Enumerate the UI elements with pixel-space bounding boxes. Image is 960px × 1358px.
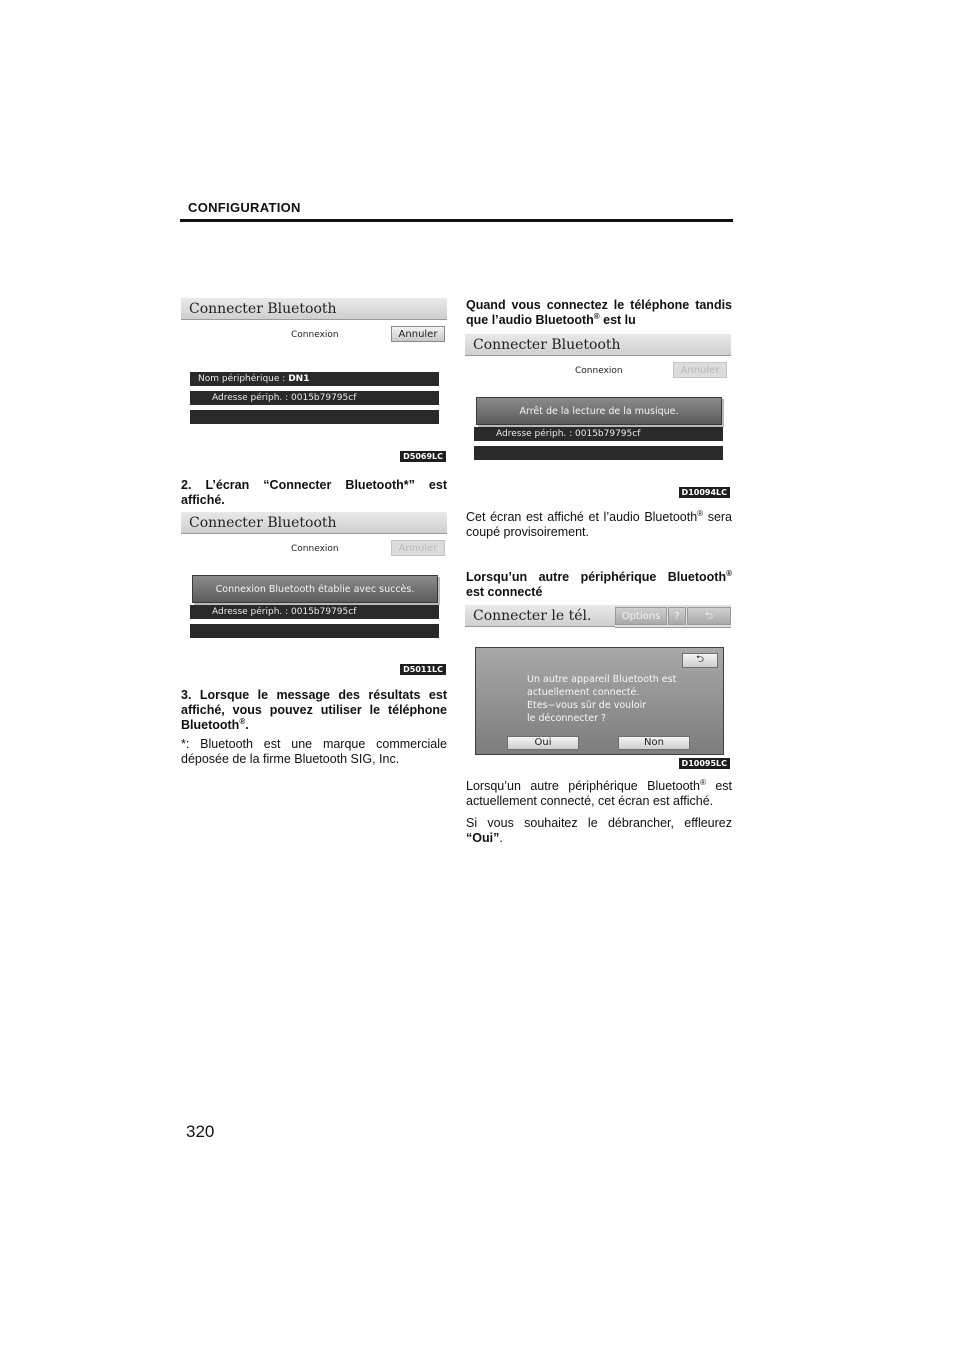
other-device-text-main: Lorsqu’un autre périphérique Bluetooth bbox=[466, 779, 700, 793]
screen-title: Connecter Bluetooth bbox=[181, 512, 447, 534]
device-address-label: Adresse périph. : bbox=[212, 607, 292, 617]
device-address-value: 0015b79795cf bbox=[575, 429, 641, 439]
help-tab[interactable]: ? bbox=[668, 607, 686, 625]
cancel-button[interactable]: Annuler bbox=[391, 540, 445, 556]
dialog-line-1: Un autre appareil Bluetooth est bbox=[527, 674, 677, 685]
empty-row bbox=[190, 410, 439, 424]
other-device-text bbox=[466, 779, 732, 809]
step-3-main: 3. Lorsque le message des résultats est affiché, vous pouvez utiliser le téléphone Bluetooth bbox=[181, 688, 447, 732]
heading-other-device-line1 bbox=[466, 570, 732, 585]
image-code: D10095LC bbox=[679, 758, 730, 769]
disconnect-instruction-end: . bbox=[499, 831, 503, 845]
screen-title: Connecter Bluetooth bbox=[465, 334, 731, 356]
audio-cut-text bbox=[466, 510, 732, 540]
device-address-value: 0015b79795cf bbox=[291, 607, 357, 617]
registered-mark: ® bbox=[697, 508, 704, 518]
heading-other-device-main: Lorsqu’un autre périphérique Bluetooth bbox=[466, 570, 727, 584]
screen-connecter-bluetooth-2 bbox=[181, 512, 447, 676]
page-number: 320 bbox=[186, 1122, 215, 1141]
device-address-row bbox=[474, 427, 723, 441]
heading-audio-playing-main: Quand vous connectez le téléphone tandis que l’audio Bluetooth bbox=[466, 298, 732, 327]
screen-connecter-bluetooth-3 bbox=[465, 334, 731, 500]
device-name-value: DN1 bbox=[288, 374, 310, 384]
device-address-value: 0015b79795cf bbox=[291, 393, 357, 403]
disconnect-instruction-oui: “Oui” bbox=[466, 831, 500, 845]
screen-title: Connecter Bluetooth bbox=[181, 298, 447, 320]
tab-bar bbox=[615, 605, 731, 628]
screen-subtitle: Connexion bbox=[575, 366, 623, 376]
screen-title: Connecter le tél. bbox=[465, 605, 615, 627]
options-tab[interactable]: Options bbox=[615, 607, 667, 625]
section-title: CONFIGURATION bbox=[188, 200, 301, 215]
yes-button[interactable]: Oui bbox=[507, 736, 579, 750]
image-code: D10094LC bbox=[679, 487, 730, 498]
screen-connecter-tel bbox=[465, 605, 731, 769]
registered-mark: ® bbox=[593, 311, 600, 321]
registered-mark: ® bbox=[726, 568, 732, 578]
back-tab-icon[interactable]: ⮌ bbox=[687, 607, 731, 625]
image-code: D5069LC bbox=[400, 451, 446, 462]
heading-other-device-line2: est connecté bbox=[466, 585, 543, 599]
device-address-label: Adresse périph. : bbox=[496, 429, 576, 439]
step-3-text bbox=[181, 688, 447, 733]
registered-mark: ® bbox=[239, 716, 246, 726]
cancel-button[interactable]: Annuler bbox=[673, 362, 727, 378]
empty-row bbox=[190, 624, 439, 638]
other-device-text-end: est actuellement connecté, cet écran est affiché. bbox=[466, 779, 732, 808]
screen-subtitle: Connexion bbox=[291, 330, 339, 340]
audio-cut-text-end: sera coupé provisoirement. bbox=[466, 510, 733, 539]
disconnect-dialog bbox=[475, 647, 724, 755]
audio-cut-text-main: Cet écran est affiché et l’audio Bluetooth bbox=[466, 510, 698, 524]
disconnect-instruction bbox=[466, 816, 732, 846]
image-code: D5011LC bbox=[400, 664, 446, 675]
dialog-line-4: le déconnecter ? bbox=[527, 713, 607, 724]
heading-audio-playing bbox=[466, 298, 732, 328]
dialog-line-2: actuellement connecté. bbox=[527, 687, 640, 698]
disconnect-instruction-main: Si vous souhaitez le débrancher, effleurez bbox=[466, 816, 732, 830]
screen-connecter-bluetooth-1 bbox=[181, 298, 447, 464]
empty-row bbox=[474, 446, 723, 460]
device-address-row bbox=[190, 605, 439, 619]
no-button[interactable]: Non bbox=[618, 736, 690, 750]
registered-mark: ® bbox=[699, 777, 706, 787]
dialog-line-3: Etes−vous sûr de vouloir bbox=[527, 700, 647, 711]
screen-subtitle: Connexion bbox=[291, 544, 339, 554]
device-name-row bbox=[190, 372, 439, 386]
cancel-button[interactable]: Annuler bbox=[391, 326, 445, 342]
footnote: *: Bluetooth est une marque commerciale déposée de la firme Bluetooth SIG, Inc. bbox=[181, 737, 447, 766]
device-address-row bbox=[190, 391, 439, 405]
dialog-back-icon[interactable]: ⮌ bbox=[682, 653, 718, 668]
device-name-label: Nom périphérique : bbox=[198, 374, 289, 384]
music-stop-popup: Arrêt de la lecture de la musique. bbox=[476, 397, 722, 425]
device-address-label: Adresse périph. : bbox=[212, 393, 292, 403]
step-2-text: 2. L’écran “Connecter Bluetooth*” est affiché. bbox=[181, 478, 447, 507]
heading-audio-playing-end: est lu bbox=[599, 313, 636, 327]
header-rule bbox=[180, 219, 733, 222]
step-3-end: . bbox=[245, 718, 249, 732]
success-popup: Connexion Bluetooth établie avec succès. bbox=[192, 575, 438, 603]
